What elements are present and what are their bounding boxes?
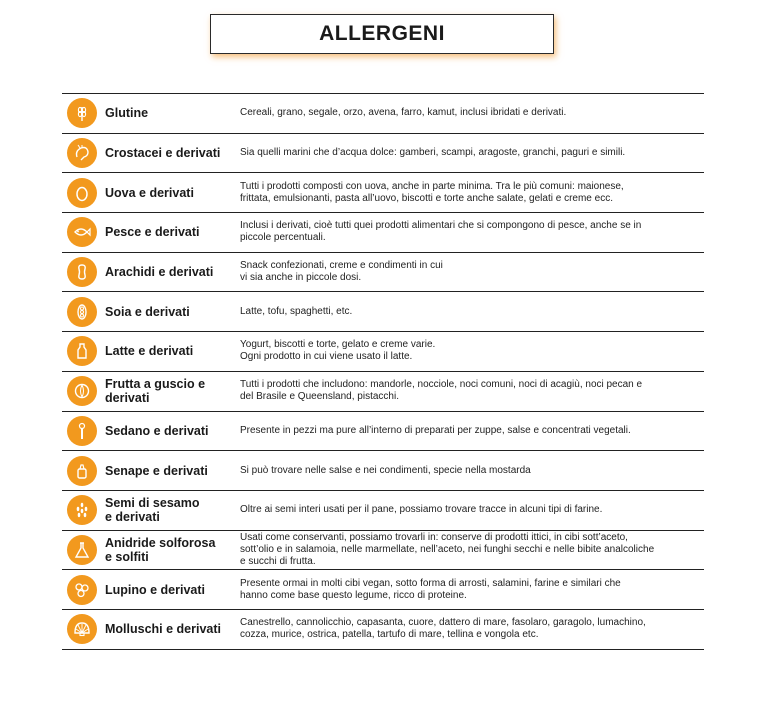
- sesame-icon: [67, 495, 97, 525]
- allergen-description: Yogurt, biscotti e torte, gelato e creme varie. Ogni prodotto in cui viene usato il latte.: [240, 339, 436, 363]
- allergen-description: Snack confezionati, creme e condimenti in cui vi sia anche in piccole dosi.: [240, 260, 443, 284]
- allergen-description: Latte, tofu, spaghetti, etc.: [240, 305, 353, 317]
- allergen-name: Frutta a guscio e derivati: [105, 377, 206, 406]
- table-row: [62, 253, 704, 293]
- mustard-icon: [67, 456, 97, 486]
- soy-icon: [67, 297, 97, 327]
- allergen-name: Lupino e derivati: [105, 582, 206, 597]
- allergen-name: Arachidi e derivati: [105, 265, 214, 280]
- table-row: [62, 412, 704, 452]
- allergen-description: Presente ormai in molti cibi vegan, sotto forma di arrosti, salamini, farine e similari che hanno come base questo legume, ricco di proteine.: [240, 577, 621, 601]
- table-row: [62, 531, 704, 571]
- allergen-description: Si può trovare nelle salse e nei condimenti, specie nella mostarda: [240, 464, 531, 476]
- allergen-description: Cereali, grano, segale, orzo, avena, farro, kamut, inclusi ibridati e derivati.: [240, 107, 567, 119]
- fish-icon: [67, 217, 97, 247]
- table-row: [62, 213, 704, 253]
- allergen-name: Crostacei e derivati: [105, 146, 221, 161]
- peanut-icon: [67, 257, 97, 287]
- allergen-description: Tutti i prodotti che includono: mandorle, nocciole, noci comuni, noci di acagiù, noci pecan e del Brasile e Queensland, pistacchi.: [240, 379, 643, 403]
- allergen-name: Soia e derivati: [105, 304, 190, 319]
- table-row: [62, 610, 704, 650]
- allergen-name: Sedano e derivati: [105, 423, 209, 438]
- allergen-name: Latte e derivati: [105, 344, 194, 359]
- allergen-name: Glutine: [105, 106, 149, 121]
- nut-icon: [67, 376, 97, 406]
- table-row: [62, 292, 704, 332]
- allergen-name: Pesce e derivati: [105, 225, 200, 240]
- allergen-name: Semi di sesamo e derivati: [105, 496, 200, 525]
- allergen-description: Usati come conservanti, possiamo trovarli in: conserve di prodotti ittici, in cibi sott’aceto, sott’olio e in salamoia, nelle marmellate, nell’aceto, nei funghi secchi e nelle bibite analcoliche e succhi di frutta.: [240, 531, 655, 567]
- wheat-icon: [67, 98, 97, 128]
- egg-icon: [67, 178, 97, 208]
- allergen-table: [62, 93, 704, 650]
- allergen-description: Oltre ai semi interi usati per il pane, possiamo trovare tracce in alcuni tipi di farine.: [240, 504, 603, 516]
- lupin-icon: [67, 575, 97, 605]
- allergen-name: Uova e derivati: [105, 185, 194, 200]
- table-row: [62, 491, 704, 531]
- shell-icon: [67, 614, 97, 644]
- flask-icon: [67, 535, 97, 565]
- allergen-description: Tutti i prodotti composti con uova, anche in parte minima. Tra le più comuni: maionese, frittata, emulsionanti, pasta all’uovo, biscotti e torte anche salate, gelati e creme ecc.: [240, 180, 624, 204]
- title-box: [210, 14, 554, 54]
- table-row: [62, 94, 704, 134]
- table-row: [62, 570, 704, 610]
- table-row: [62, 332, 704, 372]
- allergen-name: Senape e derivati: [105, 463, 208, 478]
- allergen-description: Canestrello, cannolicchio, capasanta, cuore, dattero di mare, fasolaro, garagolo, lumachino, cozza, murice, ostrica, patella, tartufo di mare, tellina e vongola etc.: [240, 617, 646, 641]
- allergen-description: Presente in pezzi ma pure all’interno di preparati per zuppe, salse e concentrati vegetali.: [240, 424, 631, 436]
- table-row: [62, 372, 704, 412]
- allergen-name: Anidride solforosa e solfiti: [105, 535, 216, 564]
- table-row: [62, 134, 704, 174]
- shrimp-icon: [67, 138, 97, 168]
- milk-icon: [67, 336, 97, 366]
- table-row: [62, 173, 704, 213]
- page-title: ALLERGENI: [319, 22, 445, 45]
- celery-icon: [67, 416, 97, 446]
- allergen-description: Inclusi i derivati, cioè tutti quei prodotti alimentari che si compongono di pesce, anche se in piccole percentuali.: [240, 220, 642, 244]
- allergen-description: Sia quelli marini che d’acqua dolce: gamberi, scampi, aragoste, granchi, paguri e simili.: [240, 147, 626, 159]
- allergen-name: Molluschi e derivati: [105, 622, 222, 637]
- table-row: [62, 451, 704, 491]
